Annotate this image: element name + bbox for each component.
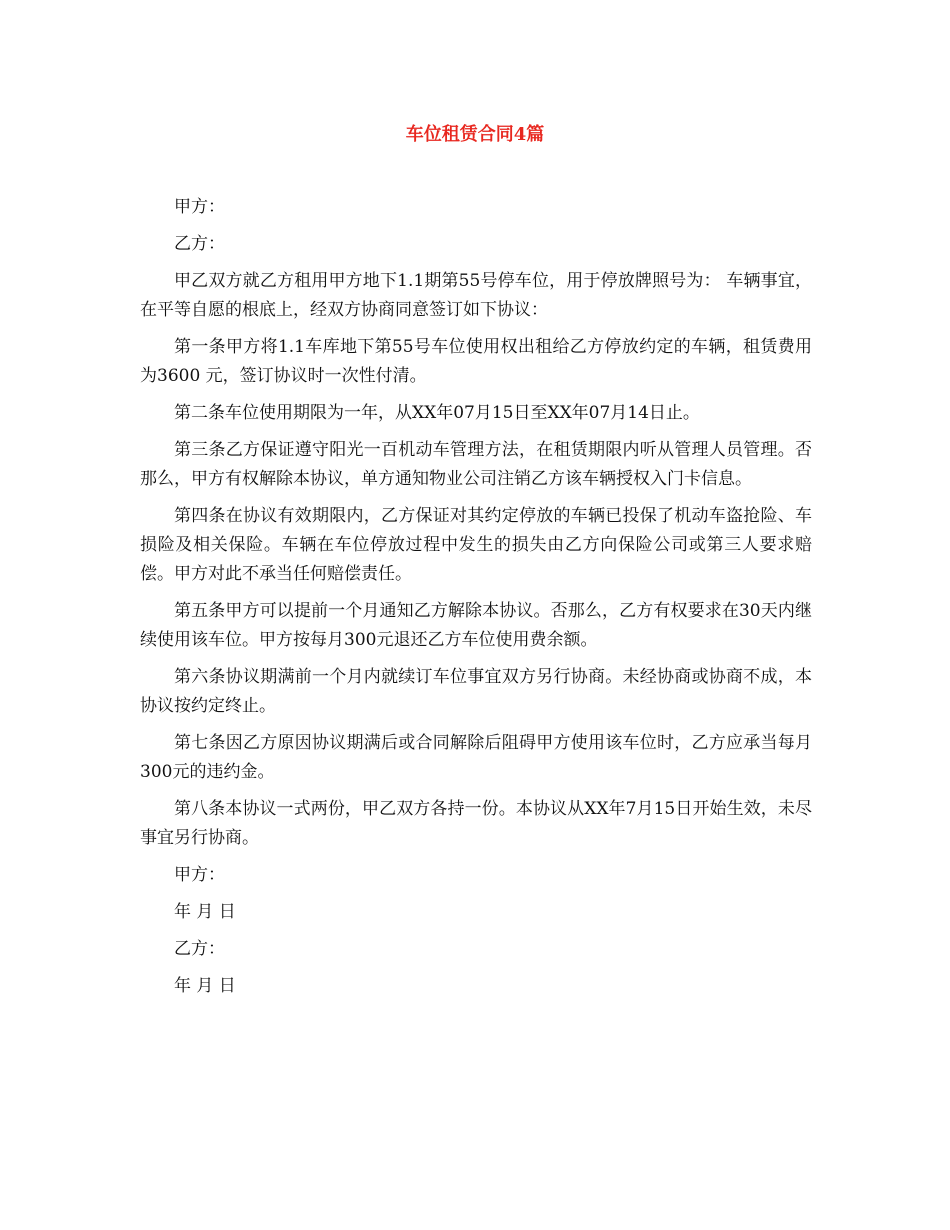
signature-party-a: 甲方： [174, 865, 225, 885]
intro-paragraph: 甲乙双方就乙方租用甲方地下1.1期第55号停车位，用于停放牌照号为： 车辆事宜，在平等自愿的根底上，经双方协商同意签订如下协议： [140, 271, 812, 320]
article-5: 第五条甲方可以提前一个月通知乙方解除本协议。否那么，乙方有权要求在30天内继续使用该车位。甲方按每月300元退还乙方车位使用费余额。 [140, 601, 812, 650]
document-title: 车位租赁合同4篇 [405, 124, 545, 145]
signature-date-b: 年 月 日 [174, 976, 236, 996]
party-a-label: 甲方： [174, 197, 225, 217]
article-4: 第四条在协议有效期限内，乙方保证对其约定停放的车辆已投保了机动车盗抢险、车损险及相关保险。车辆在车位停放过程中发生的损失由乙方向保险公司或第三人要求赔偿。甲方对此不承当任何赔偿责任。 [140, 506, 812, 584]
document-body [140, 193, 812, 1009]
signature-party-b: 乙方： [174, 939, 225, 959]
party-b-label: 乙方： [174, 234, 225, 254]
article-2: 第二条车位使用期限为一年，从XX年07月15日至XX年07月14日止。 [174, 403, 700, 423]
article-3: 第三条乙方保证遵守阳光一百机动车管理方法，在租赁期限内听从管理人员管理。否那么，甲方有权解除本协议，单方通知物业公司注销乙方该车辆授权入门卡信息。 [140, 440, 812, 489]
article-8: 第八条本协议一式两份，甲乙双方各持一份。本协议从XX年7月15日开始生效，未尽事宜另行协商。 [140, 799, 812, 848]
article-6: 第六条协议期满前一个月内就续订车位事宜双方另行协商。未经协商或协商不成，本协议按约定终止。 [140, 667, 812, 716]
signature-date-a: 年 月 日 [174, 902, 236, 922]
article-7: 第七条因乙方原因协议期满后或合同解除后阻碍甲方使用该车位时，乙方应承当每月300元的违约金。 [140, 733, 812, 782]
article-1: 第一条甲方将1.1车库地下第55号车位使用权出租给乙方停放约定的车辆，租赁费用为3600 元，签订协议时一次性付清。 [140, 337, 812, 386]
